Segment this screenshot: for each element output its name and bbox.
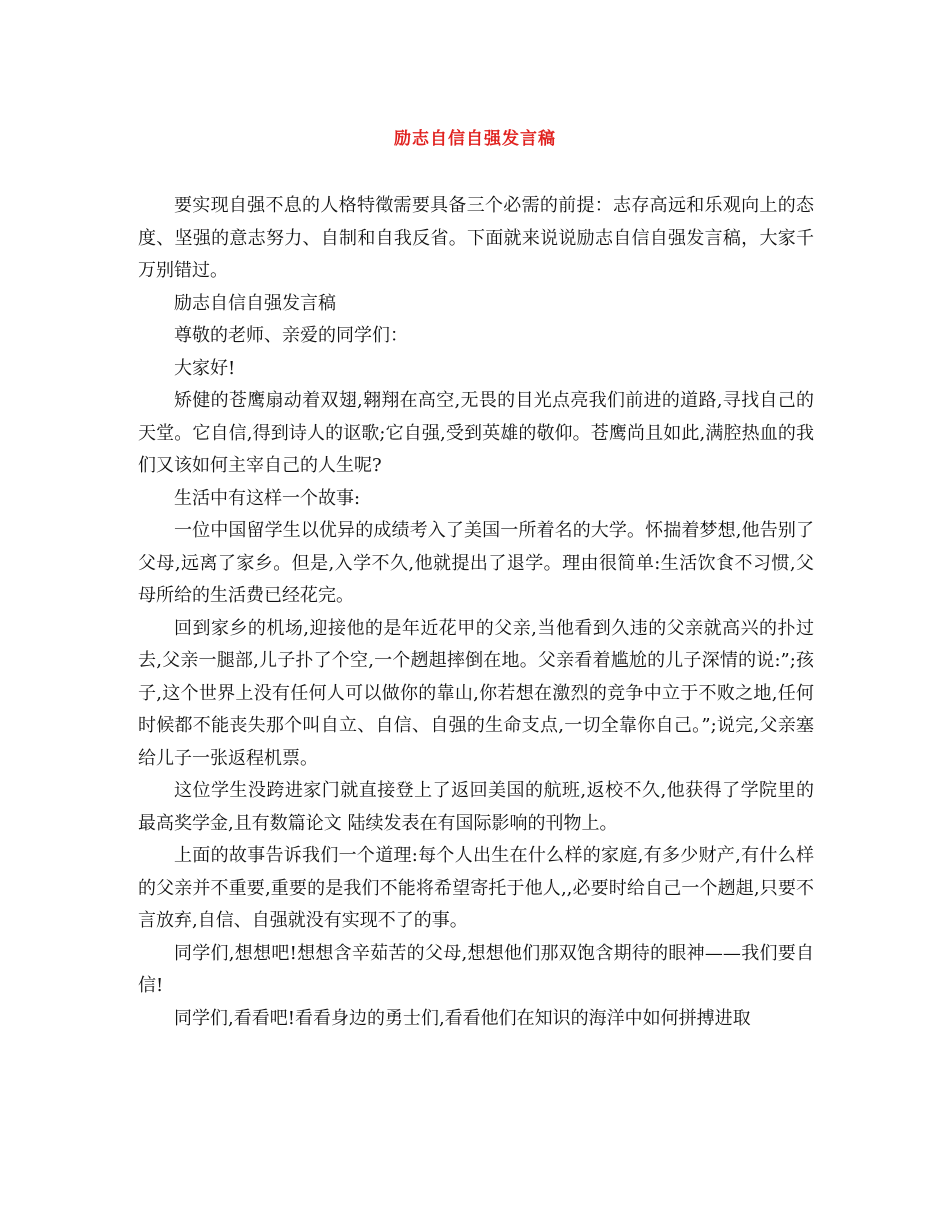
- paragraph: 要实现自强不息的人格特徵需要具备三个必需的前提：志存高远和乐观向上的态度、坚强的意志努力、自制和自我反省。下面就来说说励志自信自强发言稿，大家千万别错过。: [138, 195, 814, 281]
- paragraph: 尊敬的老师、亲爱的同学们：: [174, 325, 408, 346]
- document-body: [138, 190, 814, 1035]
- paragraph: 大家好!: [174, 357, 236, 379]
- paragraph: 回到家乡的机场,迎接他的是年近花甲的父亲,当他看到久违的父亲就高兴的扑过去,父亲一腿部,儿子扑了个空,一个趔趄摔倒在地。父亲看着尴尬的儿子深情的说:”;孩子,这个世界上没有任何人可以做你的靠山,你若想在激烈的竞争中立于不败之地,任何时候都不能丧失那个叫自立、自信、自强的生命支点,一切全靠你自己。”;说完,父亲塞给儿子一张返程机票。: [138, 617, 814, 769]
- paragraph: 同学们,想想吧!想想含辛茹苦的父母,想想他们那双饱含期待的眼神——我们要自信!: [138, 942, 814, 996]
- paragraph: 矫健的苍鹰扇动着双翅,翱翔在高空,无畏的目光点亮我们前进的道路,寻找自己的天堂。它自信,得到诗人的讴歌;它自强,受到英雄的敬仰。苍鹰尚且如此,满腔热血的我们又该如何主宰自己的人生呢?: [138, 390, 814, 476]
- paragraph: 励志自信自强发言稿: [174, 292, 336, 314]
- paragraph: 上面的故事告诉我们一个道理:每个人出生在什么样的家庭,有多少财产,有什么样的父亲并不重要,重要的是我们不能将希望寄托于他人,,必要时给自己一个趔趄,只要不言放弃,自信、自强就没有实现不了的事。: [138, 845, 814, 931]
- paragraph: 这位学生没跨进家门就直接登上了返回美国的航班,返校不久,他获得了学院里的最高奖学金,且有数篇论文 陆续发表在有国际影响的刊物上。: [138, 780, 814, 834]
- paragraph: 同学们,看看吧!看看身边的勇士们,看看他们在知识的海洋中如何拼搏进取: [174, 1007, 751, 1029]
- paragraph: 一位中国留学生以优异的成绩考入了美国一所着名的大学。怀揣着梦想,他告别了父母,远离了家乡。但是,入学不久,他就提出了退学。理由很简单:生活饮食不习惯,父母所给的生活费已经花完。: [138, 520, 814, 606]
- page-title: 励志自信自强发言稿: [394, 129, 556, 149]
- paragraph: 生活中有这样一个故事:: [174, 487, 361, 509]
